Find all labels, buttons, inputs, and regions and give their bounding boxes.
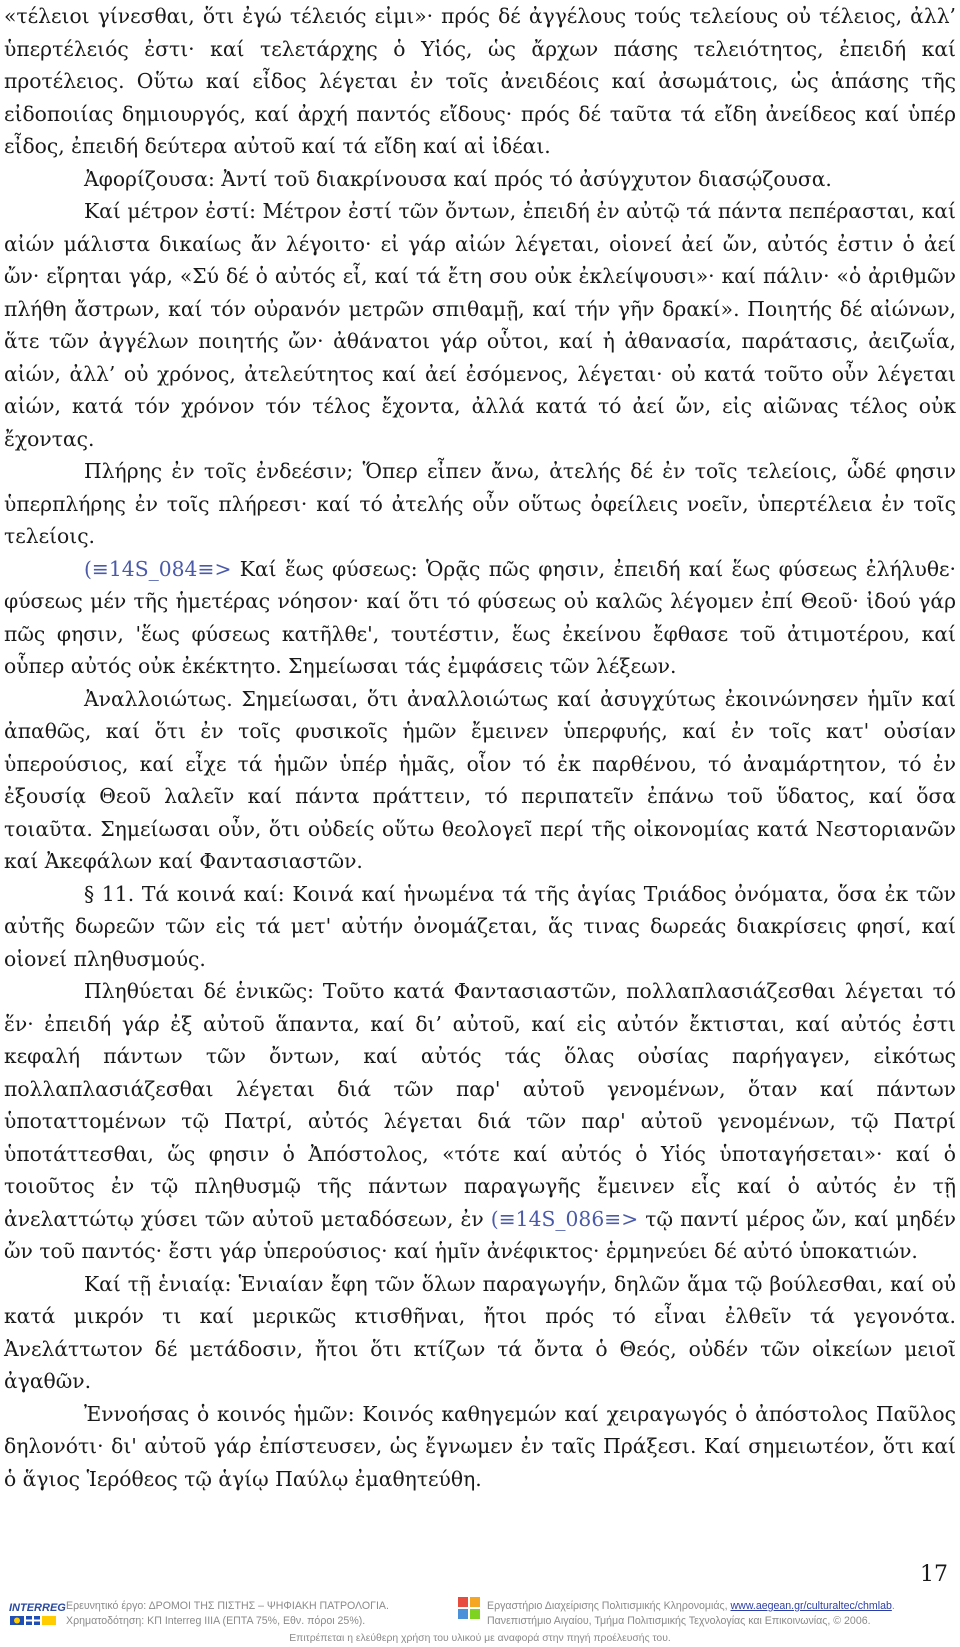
paragraph-text: Πλήρης ἐν τοῖς ἐνδεέσιν; Ὅπερ εἶπεν ἄνω, ἀτελής δέ ἐν τοῖς τελείοις, ὧδέ φησιν ὑπερπλήρης ἐν τοῖς πλήρεσι· καί τό ἀτελής οὖν οὕτως ὀφείλεις νοεῖν, ὑπερτέλεια ἐν τοῖς τελείοις. (4, 459, 956, 548)
footer-university-line: Πανεπιστήμιο Αιγαίου, Τμήμα Πολιτισμικής Τεχνολογίας και Επικοινωνίας, © 2006. (487, 1615, 871, 1627)
paragraph-text: Ἐννοήσας ὁ κοινός ἡμῶν: Κοινός καθηγεμών καί χειραγωγός ὁ ἀπόστολος Παῦλος δηλονότι· δι' αὐτοῦ γάρ ἐπίστευσεν, ὡς ἔγνωμεν ἐν ταῖς Πράξεσι. Καί σημειωτέον, ὅτι καί ὁ ἅγιος Ἱερόθεος τῷ ἁγίῳ Παύλῳ ἐμαθητεύθη. (4, 1401, 956, 1491)
footer-project-line: Ερευνητικό έργο: ΔΡΟΜΟΙ ΤΗΣ ΠΙΣΤΗΣ – ΨΗΦΙΑΚΗ ΠΑΤΡΟΛΟΓΙΑ. (66, 1600, 389, 1612)
paragraph-text: «τέλειοι γίνεσθαι, ὅτι ἐγώ τέλειός εἰμι»· πρός δέ ἀγγέλους τούς τελείους οὐ τέλειος, ἀλλ’ ὑπερτέλειός ἐστι· καί τελετάρχης ὁ Υἱός, ὡς ἄρχων πάσης τελειότητος, ἐπειδή καί προτέλειος. Οὕτω καί εἶδος λέγεται ἐν τοῖς ἀνειδέοις καί ἀσωμάτοις, ὡς ἁπάσης τῆς εἰδοποιίας δημιουργός, καί ἀρχή παντός εἴδους· πρός δέ ταῦτα τά εἴδη ἀνείδεος καί ὑπέρ εἶδος, ἐπειδή δεύτερα αὐτοῦ καί τά εἴδη καί αἱ ἰδέαι. (4, 4, 956, 158)
paragraph (4, 163, 956, 196)
paragraph-text: § 11. Τά κοινά καί: Κοινά καί ἡνωμένα τά τῆς ἁγίας Τριάδος ὀνόματα, ὅσα ἐκ τῶν αὐτῆς δωρεῶν τῶν εἰς τά μετ' αὐτήν ὀνομάζεται, ἅς τινας δωρεάς διακρίσεις φησί, καί οἱονεί πληθυσμούς. (4, 881, 956, 971)
paragraph (4, 195, 956, 455)
paragraph-text: Καί ἕως φύσεως: Ὁρᾷς πῶς φησιν, ἐπειδή καί ἕως φύσεως ἐλήλυθε· φύσεως μέν τῆς ἡμετέρας νόησον· καί ὅτι τό φύσεως οὐ καλῶς λέγομεν ἐπί Θεοῦ· ἰδού γάρ πῶς φησιν, 'ἕως φύσεως κατῆλθε', τουτέστιν, ἕως ἐκείνου ἔφθασε τοῦ ἀτιμοτέρου, καί οὗπερ αὐτός οὐκ ἐκέκτητο. Σημείωσαι τάς ἐμφάσεις τῶν λέξεων. (4, 556, 956, 678)
interreg-logo (8, 1598, 66, 1626)
paragraph-text: Καί μέτρον ἐστί: Μέτρον ἐστί τῶν ὄντων, ἐπειδή ἐν αὐτῷ τά πάντα πεπέρασται, καί αἰών μάλιστα δικαίως ἄν λέγοιτο· εἰ γάρ αἰών λέγεται, οἱονεί ἀεί ὤν, αὐτός ἐστιν ὁ ἀεί ὤν· εἴρηται γάρ, «Σύ δέ ὁ αὐτός εἶ, καί τά ἔτη σου οὐκ ἐκλείψουσι»· καί πάλιν· «ὁ ἀριθμῶν πλήθη ἄστρων, καί τόν οὐρανόν μετρῶν σπιθαμῇ, καί τήν γῆν δρακί». Ποιητής δέ αἰώνων, ἅτε τῶν ἀγγέλων ποιητής ὤν· ἀθάνατοι γάρ οὗτοι, καί ἡ ἀθανασία, παράτασις, ἀειζωΐα, αἰών, ἀλλ’ οὐ χρόνος, ἀτελεύτητος καί ἀεί ἐσόμενος, λέγεται· οὐ κατά τοῦτο οὖν λέγεται αἰών, κατά τόν χρόνον τόν τέλος ἔχοντα, ἀλλά κατά τό ἀεί ὤν, εἰς αἰῶνας τέλος οὐκ ἔχοντας. (4, 199, 956, 451)
footer (0, 1594, 960, 1647)
footer-lab-line: Εργαστήριο Διαχείρισης Πολιτισμικής Κληρονομιάς, www.aegean.gr/culturaltec/chmlab. (487, 1600, 895, 1612)
page-reference-link[interactable]: (≡14S_084≡> (84, 556, 232, 581)
paragraph (4, 1268, 956, 1398)
paragraph (4, 878, 956, 976)
paragraph-text: Ἀφορίζουσα: Ἀντί τοῦ διακρίνουσα καί πρός τό ἀσύγχυτον διασῴζουσα. (84, 166, 832, 191)
paragraph-text: Ἀναλλοιώτως. Σημείωσαι, ὅτι ἀναλλοιώτως καί ἀσυγχύτως ἐκοινώνησεν ἡμῖν καί ἀπαθῶς, καί ὅτι ἐν τοῖς φυσικοῖς ἡμῶν ἔμεινεν ὑπερφυής, καί ἐν τοῖς κατ' οὐσίαν ὑπερούσιος, καί εἶχε τά ἡμῶν ὑπέρ ἡμᾶς, οἷον τό ἐκ παρθένου, τό ἀναμάρτητον, τό ἐν ἐξουσίᾳ Θεοῦ λαλεῖν καί πάντα πράττειν, τό περιπατεῖν ἐπάνω τοῦ ὕδατος, καί ὅσα τοιαῦτα. Σημείωσαι οὖν, ὅτι οὐδείς οὕτω θεολογεῖ περί τῆς οἰκονομίας κατά Νεστοριανῶν καί Ἀκεφάλων καί Φαντασιαστῶν. (4, 686, 956, 873)
lab-website-link[interactable]: www.aegean.gr/culturaltec/chmlab (730, 1600, 892, 1612)
paragraph-text: Πληθύεται δέ ἑνικῶς: Τοῦτο κατά Φαντασιαστῶν, πολλαπλασιάζεσθαι λέγεται τό ἕν· ἐπειδή γάρ ἐξ αὐτοῦ ἅπαντα, καί δι’ αὐτοῦ, καί εἰς αὐτόν ἔκτισται, καί αὐτός ἐστι κεφαλή πάντων τῶν ὄντων, καί αὐτός τάς ὅλας οὐσίας παρήγαγεν, εἰκότως πολλαπλασιάζεσθαι λέγεται διά τῶν παρ' αὐτοῦ γενομένων, ὅταν καί πάντων ὑποταττομένων τῷ Πατρί, αὐτός λέγεται διά τῶν παρ' αὐτοῦ γενομένων, τῷ Πατρί ὑποτάττεσθαι, ὥς φησιν ὁ Ἀπόστολος, «τότε καί αὐτός ὁ Υἱός ὑποταγήσεται»· καί ὁ τοιοῦτος ἐν τῷ πληθυσμῷ τῆς πάντων παραγωγῆς ἔμεινεν εἷς καί ὁ αὐτός ἐν τῇ ἀνελαττώτῳ χύσει τῶν αὐτοῦ μεταδόσεων, ἐν (4, 979, 956, 1231)
paragraph (4, 455, 956, 553)
paragraph (4, 975, 956, 1268)
paragraph-text: τῷ παντί μέρος ὤν, καί μηδέν ὤν τοῦ παντός· ἔστι γάρ ὑπερούσιος· καί ἡμῖν ἀνέφικτος· ἑρμηνεύει δέ αὐτό ὑποκατιών. (4, 1206, 956, 1263)
page-reference-link[interactable]: (≡14S_086≡> (490, 1206, 639, 1231)
footer-funding-line: Χρηματοδότηση: ΚΠ Interreg IIIA (ΕΠΤΑ 75%, Εθν. πόροι 25%). (66, 1615, 366, 1627)
paragraph (4, 553, 956, 683)
footer-license-line: Επιτρέπεται η ελεύθερη χρήση του υλικού με αναφορά στην πηγή προέλευσής του. (289, 1633, 671, 1644)
lab-logo (458, 1597, 480, 1619)
paragraph-text: Καί τῇ ἑνιαίᾳ: Ἑνιαίαν ἔφη τῶν ὅλων παραγωγήν, δηλῶν ἅμα τῷ βούλεσθαι, καί οὐ κατά μικρόν τι καί μερικῶς κτισθῆναι, ἤτοι πρός τό εἶναι ἐλθεῖν τά γεγονότα. Ἀνελάττωτον δέ μετάδοσιν, ἤτοι ὅτι κτίζων τά ὄντα ὁ Θεός, οὐδέν τῶν οἰκείων μειοῖ ἀγαθῶν. (4, 1271, 956, 1393)
paragraph (4, 683, 956, 878)
paragraph (4, 0, 956, 163)
document-body (4, 0, 956, 1495)
svg-text:INTERREG: INTERREG (9, 1602, 66, 1614)
page-number: 17 (920, 1562, 948, 1587)
paragraph (4, 1398, 956, 1496)
